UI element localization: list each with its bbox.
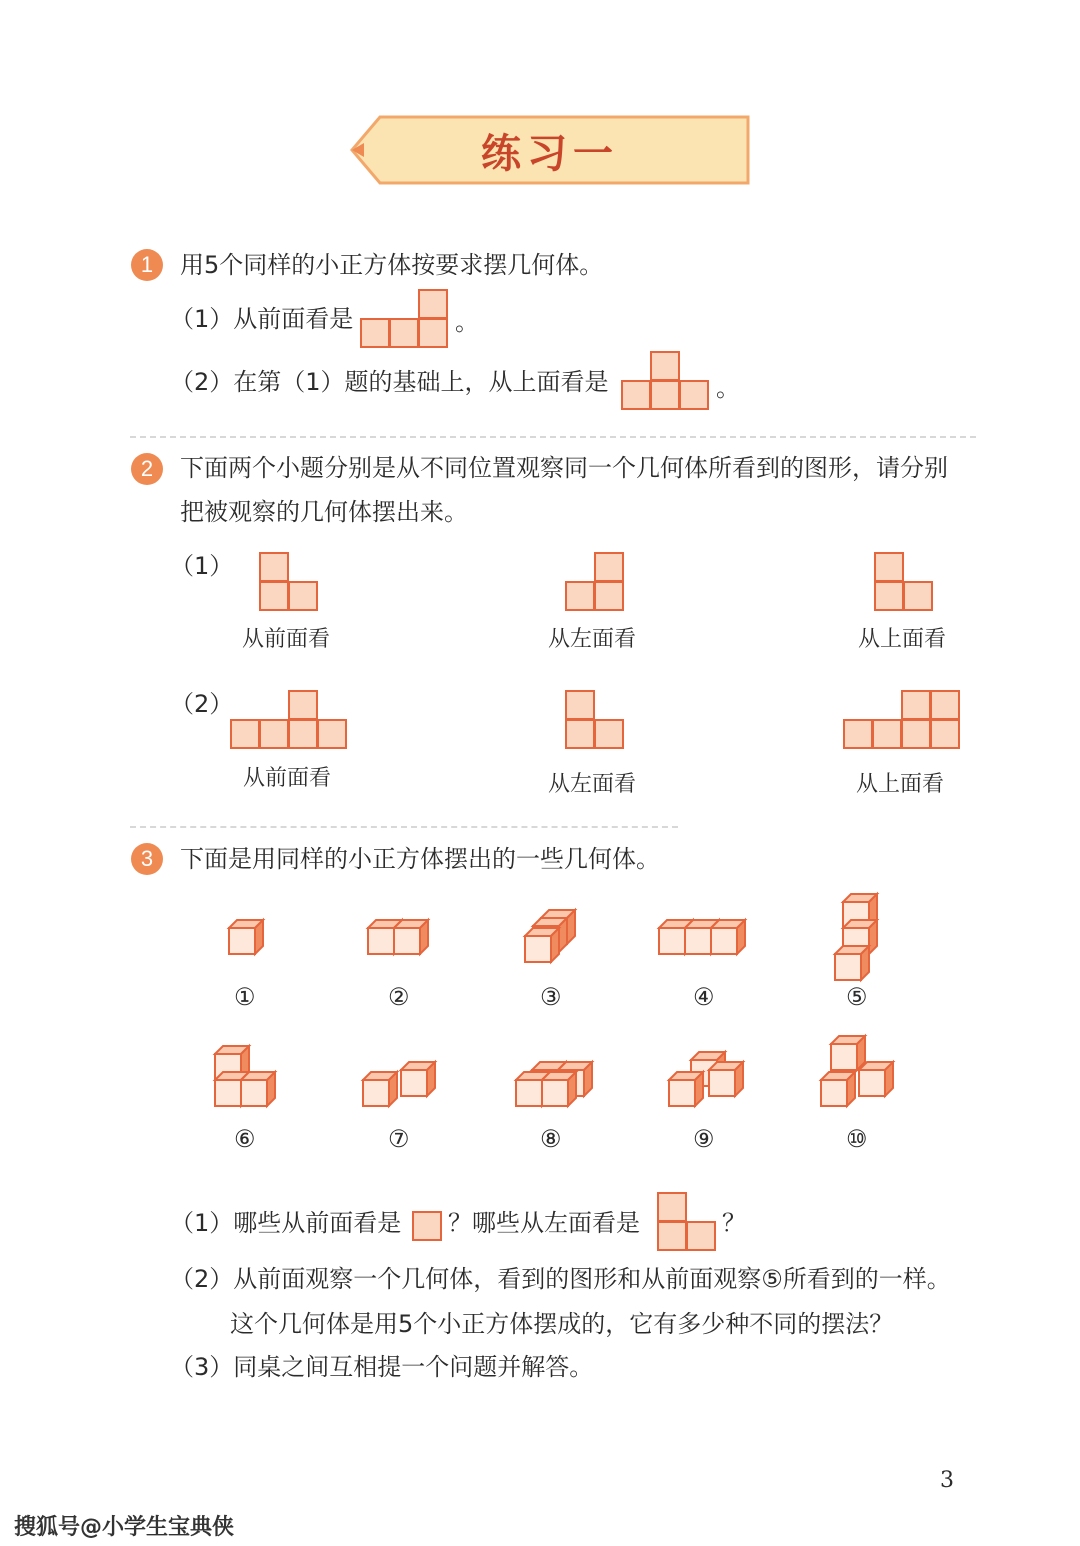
q3-s3: （3）同桌之间互相提一个问题并解答。 <box>170 1353 594 1381</box>
solid-5 <box>835 894 877 980</box>
solid-label-3: ③ <box>540 983 562 1011</box>
q3-single-square-figure <box>412 1211 442 1241</box>
q1-part1-suffix: 。 <box>455 308 479 336</box>
page-number: 3 <box>940 1468 954 1493</box>
solid-1 <box>229 920 263 954</box>
solid-6 <box>215 1046 275 1106</box>
q2-part2-label: （2） <box>170 690 234 718</box>
q2-p2-front-caption: 从前面看 <box>243 766 332 791</box>
q3-s1-part-b: ？哪些从左面看是 <box>448 1209 640 1237</box>
solid-3 <box>525 910 575 962</box>
q3-s1-part-c: ？ <box>722 1209 746 1237</box>
q1-text: 用5个同样的小正方体按要求摆几何体。 <box>180 251 604 279</box>
question-number-3: 3 <box>131 843 163 875</box>
solid-label-2: ② <box>388 983 410 1011</box>
q3-text: 下面是用同样的小正方体摆出的一些几何体。 <box>180 845 660 873</box>
exercise-title: 练习一 <box>481 130 619 177</box>
q2-p2-top-view-figure <box>843 690 963 750</box>
solid-label-4: ④ <box>693 983 715 1011</box>
q2-p2-left-caption: 从左面看 <box>548 772 637 797</box>
solid-label-7: ⑦ <box>388 1125 410 1153</box>
q1-top-view-figure <box>621 350 711 410</box>
q1-part2-suffix: 。 <box>716 374 740 402</box>
q3-s1-part-a: （1）哪些从前面看是 <box>170 1209 402 1237</box>
q2-text-line1: 下面两个小题分别是从不同位置观察同一个几何体所看到的图形，请分别 <box>180 454 948 482</box>
q3-s2-line2: 这个几何体是用5个小正方体摆成的，它有多少种不同的摆法？ <box>230 1310 894 1338</box>
q2-p1-front-caption: 从前面看 <box>242 627 331 652</box>
q2-p1-left-caption: 从左面看 <box>548 627 637 652</box>
q2-p2-top-caption: 从上面看 <box>856 772 945 797</box>
section-divider-1 <box>130 436 976 438</box>
q3-s2-line1: （2）从前面观察一个几何体，看到的图形和从前面观察⑤所看到的一样。 <box>170 1265 951 1293</box>
solid-label-9: ⑨ <box>693 1125 715 1153</box>
section-divider-2 <box>130 826 678 828</box>
solid-7 <box>363 1062 435 1106</box>
solid-label-10: ⑩ <box>846 1125 868 1153</box>
solid-4 <box>659 920 745 954</box>
question-number-2: 2 <box>131 453 163 485</box>
q2-text-line2: 把被观察的几何体摆出来。 <box>180 498 468 526</box>
q2-p1-left-view-figure <box>565 552 625 612</box>
solid-8 <box>516 1062 592 1106</box>
q1-front-view-figure <box>360 288 450 348</box>
solid-2 <box>368 920 428 954</box>
q1-part2-prefix: （2）在第（1）题的基础上，从上面看是 <box>170 368 609 396</box>
q1-part1-prefix: （1）从前面看是 <box>170 305 354 333</box>
q2-p2-left-view-figure <box>565 690 625 750</box>
question-number-1: 1 <box>131 249 163 281</box>
q3-l-shape-figure <box>657 1192 717 1252</box>
q2-p1-front-view-figure <box>259 552 319 612</box>
solid-label-1: ① <box>234 983 256 1011</box>
solid-label-8: ⑧ <box>540 1125 562 1153</box>
solid-9 <box>669 1052 743 1106</box>
solid-label-6: ⑥ <box>234 1125 256 1153</box>
solid-label-5: ⑤ <box>846 983 868 1011</box>
source-watermark: 搜狐号@小学生宝典侠 <box>14 1515 235 1540</box>
q2-p2-front-view-figure <box>230 690 350 750</box>
q2-p1-top-caption: 从上面看 <box>858 627 947 652</box>
q2-part1-label: （1） <box>170 552 234 580</box>
q2-p1-top-view-figure <box>874 552 934 612</box>
solid-10 <box>821 1036 893 1106</box>
